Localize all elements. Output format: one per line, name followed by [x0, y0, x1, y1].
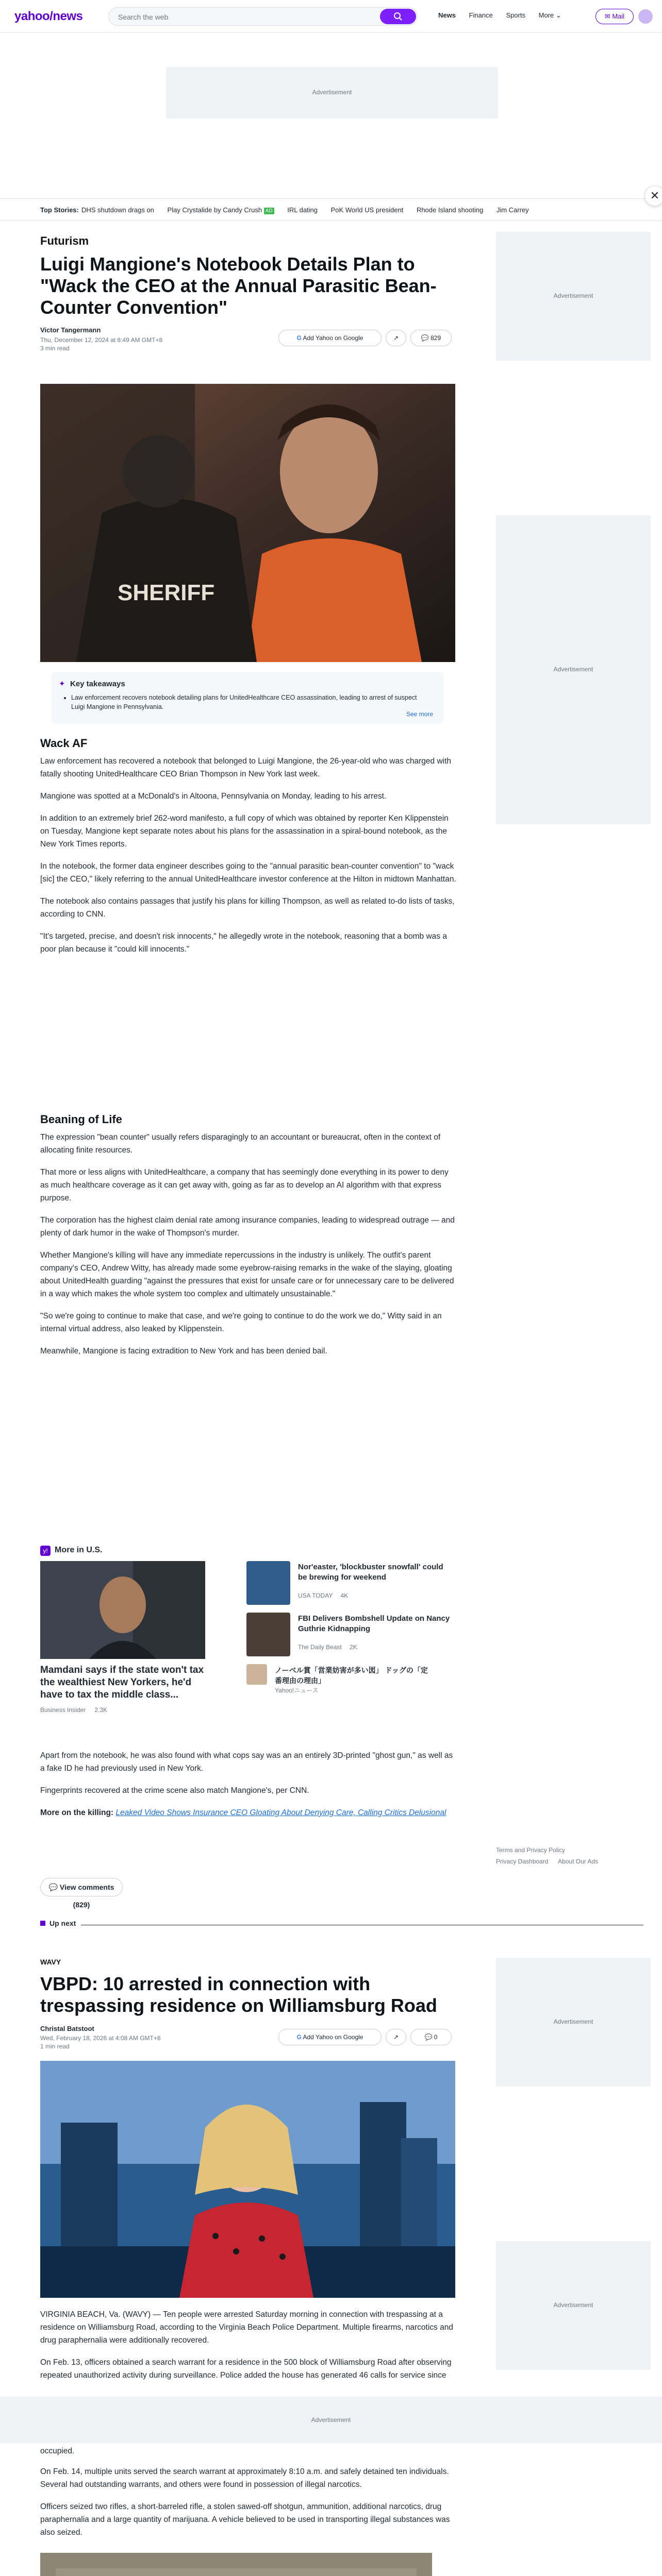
- big-card-stat: 2.3K: [94, 1706, 108, 1714]
- paragraph: Fingerprints recovered at the crime scene also match Mangione's, per CNN.: [40, 1786, 309, 1795]
- footer-links: [496, 1844, 640, 1867]
- nav-finance[interactable]: Finance: [469, 11, 493, 19]
- comments-button[interactable]: [410, 2029, 452, 2045]
- up-next-label-wrap: [40, 1919, 81, 1927]
- comment-icon: 💬: [421, 334, 429, 342]
- small-card-thumb: [246, 1664, 267, 1685]
- ad-label: Advertisement: [553, 666, 593, 673]
- big-card-title: Mamdani says if the state won't tax the wealthiest New Yorkers, he'd have to tax the middle class...: [40, 1665, 204, 1700]
- more-on-killing-label: More on the killing:: [40, 1808, 114, 1817]
- add-google-label: Add Yahoo on Google: [303, 334, 363, 342]
- comment-icon: 💬: [424, 2033, 433, 2041]
- ad-sidebar-4[interactable]: [496, 2241, 651, 2370]
- article-source-logo[interactable]: Futurism: [40, 234, 89, 247]
- article2-body-2: [40, 2465, 458, 2548]
- top-story-item[interactable]: Rhode Island shooting: [416, 206, 484, 214]
- paragraph: The notebook also contains passages that justify his plans for killing Thompson, as well as related to-do lists of tasks, according to CNN.: [40, 897, 455, 919]
- more-in-us-small-card[interactable]: [246, 1664, 453, 1694]
- paragraph: "So we're going to continue to make that case, and we're going to continue to do the work we do," Witty said in an internal virtual address, also leaked by Klippenstein.: [40, 1312, 442, 1333]
- evidence-photo-firearms[interactable]: [40, 2553, 432, 2576]
- paragraph: The corporation has the highest claim denial rate among insurance companies, leading to widespread outrage — and plenty of dark humor in the wake of Thompson's murder.: [40, 1216, 455, 1238]
- nav-more-label: More: [538, 11, 554, 19]
- sparkle-icon: ✦: [59, 680, 65, 688]
- article-date: Thu, December 12, 2024 at 8:49 AM GMT+8: [40, 336, 163, 344]
- google-icon: G: [296, 334, 302, 342]
- article2-headline: VBPD: 10 arrested in connection with trespassing residence on Williamsburg Road: [40, 1973, 437, 2016]
- article-body-section-1: [40, 755, 458, 965]
- section-heading-beaning-of-life: Beaning of Life: [40, 1113, 122, 1126]
- top-story-item[interactable]: [168, 206, 274, 214]
- close-button[interactable]: [644, 185, 662, 206]
- small-card-title: FBI Delivers Bombshell Update on Nancy Guthrie Kidnapping: [298, 1614, 450, 1633]
- paragraph: Meanwhile, Mangione is facing extradition to New York and has been denied bail.: [40, 1347, 327, 1355]
- site-header: [0, 0, 662, 33]
- paragraph: VIRGINIA BEACH, Va. (WAVY) — Ten people were arrested Saturday morning in connection with trespassing at a residence on Williamsburg Road, according to the Virginia Beach Police Department. Multiple firearms, narcotics and drug paraphernalia were additionally recovered.: [40, 2310, 453, 2345]
- up-next-square-icon: [40, 1921, 45, 1926]
- article2-hero-image[interactable]: [40, 2061, 455, 2298]
- add-google-label: Add Yahoo on Google: [303, 2033, 363, 2041]
- add-yahoo-google-button[interactable]: [278, 330, 382, 346]
- ad-label: Advertisement: [553, 292, 593, 299]
- small-card-thumb: [246, 1561, 290, 1605]
- takeaways-title: Key takeaways: [70, 680, 125, 688]
- small-card-source: Yahoo!ニュース: [275, 1687, 319, 1694]
- comment-icon: 💬: [48, 1883, 58, 1891]
- google-icon: G: [296, 2033, 302, 2041]
- footer-link-privacy[interactable]: Privacy Dashboard: [496, 1858, 549, 1865]
- hero-image: [40, 384, 455, 662]
- more-on-killing: [40, 1806, 458, 1819]
- nav-news[interactable]: News: [438, 11, 456, 19]
- more-on-killing-link[interactable]: Leaked Video Shows Insurance CEO Gloating About Denying Care, Calling Critics Delusional: [115, 1808, 446, 1817]
- top-stories-bar: [0, 198, 662, 221]
- search-bar: [108, 7, 418, 26]
- search-button[interactable]: [380, 9, 416, 24]
- top-nav: [438, 11, 573, 20]
- paragraph: In addition to an extremely brief 262-word manifesto, a full copy of which was obtained by reporter Ken Klippenstein on Tuesday, Mangione kept separate notes about his plans for the assassination in a spiral-bound notebook, as the New York Times reports.: [40, 814, 449, 849]
- top-story-item[interactable]: PoK World US president: [330, 206, 404, 214]
- article-body-after: [40, 1749, 458, 1828]
- nav-sports[interactable]: Sports: [506, 11, 526, 19]
- top-stories-label: Top Stories:: [40, 206, 79, 214]
- avatar[interactable]: [638, 9, 653, 24]
- takeaways-list: [71, 693, 422, 711]
- search-input[interactable]: [118, 12, 366, 22]
- big-card-image: [40, 1561, 205, 1659]
- paragraph: Apart from the notebook, he was also found with what cops say was an an entirely 3D-printed "ghost gun," as well as a fake ID he had previously used in New York.: [40, 1751, 453, 1773]
- top-story-item[interactable]: Jim Carrey: [496, 206, 529, 214]
- article-headline: Luigi Mangione's Notebook Details Plan to "Wack the CEO at the Annual Parasitic Bean-Counter Convention": [40, 253, 437, 318]
- takeaway-item: • Law enforcement recovers notebook detailing plans for UnitedHealthcare CEO assassination, leading to arrest of suspect Luigi Mangione in Pennsylvania.: [71, 693, 422, 711]
- paragraph: The expression "bean counter" usually refers disparagingly to an accountant or bureaucrat, often in the context of allocating finite resources.: [40, 1133, 441, 1155]
- small-card-source-label: USA TODAY: [298, 1592, 333, 1599]
- big-card-source: [40, 1706, 107, 1714]
- big-card-source-label: Business Insider: [40, 1706, 86, 1714]
- ad-label: Advertisement: [311, 2416, 351, 2424]
- footer-link-ads[interactable]: About Our Ads: [558, 1858, 599, 1865]
- more-in-us-small-card[interactable]: [246, 1613, 453, 1659]
- more-in-us-title: More in U.S.: [55, 1546, 103, 1554]
- paragraph: Whether Mangione's killing will have any immediate repercussions in the industry is unlikely. The outfit's parent company's CEO, Andrew Witty, has already made some eyebrow-raising remarks in the wake of the slaying, gloating about UnitedHealth guarding "against the pressures that exist for unsafe care or for unnecessary care to be delivered in a way which makes the whole system too complex and ultimately unsustainable.": [40, 1251, 454, 1298]
- ad-label: Advertisement: [553, 2018, 593, 2025]
- chevron-down-icon: ⌄: [555, 11, 561, 19]
- comments-button[interactable]: [410, 330, 452, 346]
- paragraph: On Feb. 14, multiple units served the search warrant at approximately 8:10 a.m. and safely detained ten individuals. Several had outstanding warrants, and others were found in possession of illegal narcotics.: [40, 2467, 449, 2489]
- small-card-source: [298, 1643, 357, 1651]
- article2-occupied: occupied.: [40, 2447, 75, 2455]
- article2-source-logo[interactable]: WAVY: [40, 1958, 61, 1966]
- ad-sidebar-2[interactable]: [496, 515, 651, 824]
- paragraph: "It's targeted, precise, and doesn't risk innocents," he allegedly wrote in the notebook, reasoning that a bomb was a poor plan because it "could kill innocents.": [40, 932, 447, 954]
- top-stories-list: [81, 206, 540, 214]
- add-yahoo-google-button[interactable]: [278, 2029, 382, 2045]
- ad-banner-top[interactable]: [166, 67, 498, 118]
- mail-label: Mail: [612, 12, 625, 20]
- small-card-title: Nor'easter, 'blockbuster snowfall' could be brewing for weekend: [298, 1563, 443, 1582]
- search-icon: [393, 12, 403, 21]
- article-author[interactable]: Victor Tangermann: [40, 326, 101, 334]
- yahoo-icon: y!: [40, 1546, 51, 1556]
- small-card-thumb: [246, 1613, 290, 1656]
- top-story-item[interactable]: DHS shutdown drags on: [81, 206, 154, 214]
- close-icon: ✕: [650, 189, 660, 202]
- small-card-stat: 4K: [340, 1592, 349, 1599]
- up-next-label: Up next: [49, 1919, 76, 1927]
- mail-button[interactable]: [595, 9, 634, 24]
- article-read-time: 3 min read: [40, 345, 70, 352]
- paragraph: That more or less aligns with UnitedHealthcare, a company that has seemingly done everything in its power to deny as much healthcare coverage as it can get away with, going as far as to develop an AI algorithm with that express purpose.: [40, 1168, 449, 1202]
- paragraph: Law enforcement has recovered a notebook that belonged to Luigi Mangione, the 26-year-old who was charged with fatally shooting UnitedHealthcare CEO Brian Thompson in New York last week.: [40, 757, 452, 778]
- ad-sidebar-3[interactable]: [496, 1958, 651, 2087]
- article2-body-1: [40, 2308, 458, 2391]
- comment-count: 0: [434, 2033, 438, 2041]
- ad-label: Advertisement: [312, 89, 352, 96]
- sponsored-badge: AD: [264, 208, 274, 214]
- paragraph: Mangione was spotted at a McDonald's in Altoona, Pennsylvania on Monday, leading to his arrest.: [40, 792, 387, 801]
- paragraph: On Feb. 13, officers obtained a search warrant for a residence in the 500 block of Williamsburg Road after observing repeated unauthorized activity during surveillance. Police added the house has generated 46 calls for service since: [40, 2358, 452, 2380]
- share-icon: ↗: [393, 2033, 399, 2041]
- article2-read-time: 1 min read: [40, 2043, 70, 2050]
- more-in-us-big-card[interactable]: [40, 1561, 205, 1716]
- paragraph: In the notebook, the former data engineer describes going to the "annual parasitic bean-counter convention" to "wack [sic] the CEO," likely referring to the annual UnitedHealthcare investor conference at the Hilton in midtown Manhattan.: [40, 862, 456, 884]
- article-body-section-2: [40, 1131, 458, 1367]
- paragraph: Officers seized two rifles, a short-barreled rifle, a stolen sawed-off shotgun, ammunition, additional narcotics, drug paraphernalia and a large quantity of marijuana. A vehicle believed to be used in transporting illegal substances was also seized.: [40, 2502, 450, 2537]
- view-comments-button[interactable]: [40, 1878, 123, 1909]
- small-card-title: ノーベル賞「営業妨害が多い図」 ドッグの「定番理由の理由」: [275, 1666, 428, 1685]
- small-card-stat: 2K: [350, 1643, 357, 1651]
- sheriff-text: SHERIFF: [118, 580, 215, 605]
- ad-inline[interactable]: [0, 2397, 662, 2443]
- share-icon: ↗: [393, 334, 399, 342]
- view-comments-label: View comments (829): [59, 1883, 114, 1909]
- share-button[interactable]: [386, 330, 406, 346]
- yahoo-news-logo[interactable]: yahoo/news: [14, 9, 83, 23]
- top-story-label: Play Crystalide by Candy Crush: [167, 206, 262, 214]
- footer-link-terms[interactable]: Terms and Privacy Policy: [496, 1846, 566, 1854]
- ad-sidebar-1[interactable]: [496, 232, 651, 361]
- comment-count: 829: [431, 334, 441, 342]
- section-heading-wack-af: Wack AF: [40, 737, 88, 750]
- article2-date: Wed, February 18, 2026 at 4:08 AM GMT+8: [40, 2035, 161, 2042]
- see-more-link[interactable]: See more: [406, 710, 433, 718]
- nav-more[interactable]: [539, 11, 561, 20]
- small-card-source: [298, 1592, 348, 1599]
- small-card-source-label: The Daily Beast: [298, 1643, 342, 1651]
- up-next-divider: [0, 1919, 662, 1933]
- more-in-us-small-card[interactable]: [246, 1561, 453, 1607]
- mail-icon: ✉: [604, 12, 610, 20]
- key-takeaways-box: [52, 672, 443, 724]
- share-button[interactable]: [386, 2029, 406, 2045]
- more-in-us-module: [40, 1546, 458, 1736]
- ad-label: Advertisement: [553, 2301, 593, 2309]
- article2-author[interactable]: Christal Batstoot: [40, 2025, 94, 2032]
- top-story-item[interactable]: IRL dating: [287, 206, 318, 214]
